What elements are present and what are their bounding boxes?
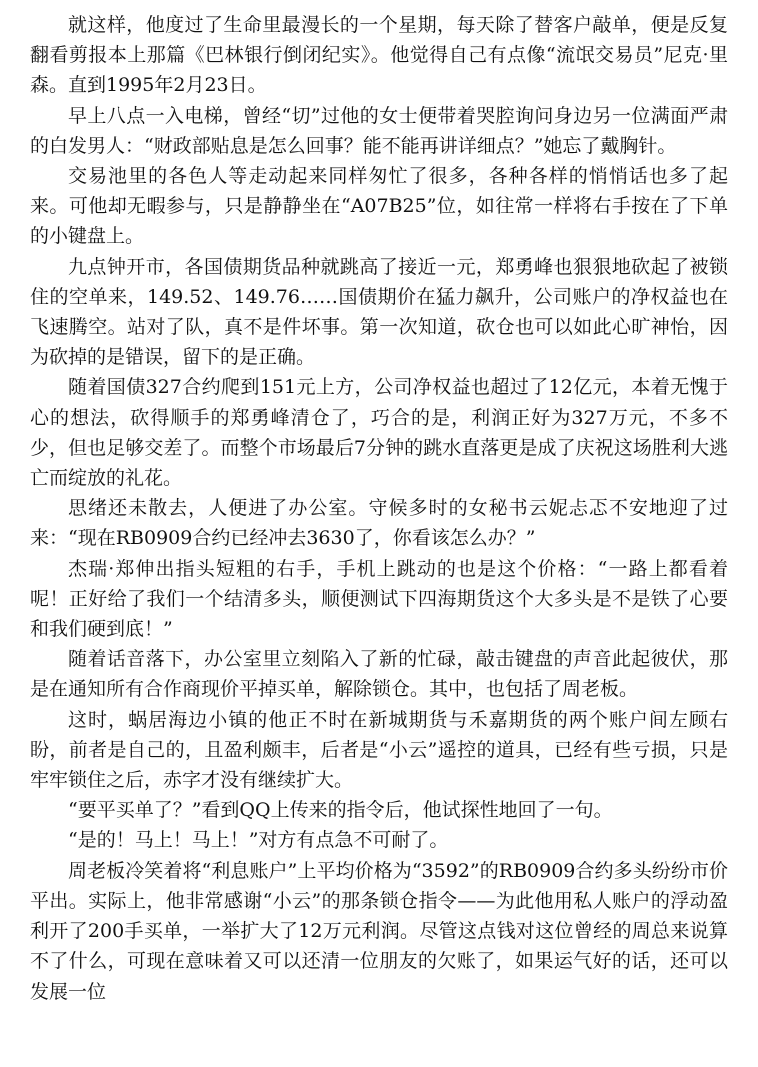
paragraph-4: 九点钟开市，各国债期货品种就跳高了接近一元，郑勇峰也狠狠地砍起了被锁住的空单来，149.52、149.76……国债期价在猛力飙升，公司账户的净权益也在飞速腾空。站对了队，真不是件坏事。第一次知道，砍仓也可以如此心旷神怡，因为砍掉的是错误，留下的是正确。 [30,255,728,369]
paragraph-11: “是的！马上！马上！”对方有点急不可耐了。 [68,829,449,852]
paragraph-10: “要平买单了？”看到QQ上传来的指令后，他试探性地回了一句。 [68,799,613,822]
paragraph-9: 这时，蜗居海边小镇的他正不时在新城期货与禾嘉期货的两个账户间左顾右盼，前者是自己的，且盈利颇丰，后者是“小云”遥控的道具，已经有些亏损，只是牢牢锁住之后，赤字才没有继续扩大。 [30,708,728,792]
paragraph-2: 早上八点一入电梯，曾经“切”过他的女士便带着哭腔询问身边另一位满面严肃的白发男人：“财政部贴息是怎么回事？能不能再讲详细点？”她忘了戴胸针。 [30,104,728,157]
paragraph-6: 思绪还未散去，人便进了办公室。守候多时的女秘书云妮忐忑不安地迎了过来：“现在RB0909合约已经冲去3630了，你看该怎么办？” [30,497,728,550]
paragraph-12: 周老板冷笑着将“利息账户”上平均价格为“3592”的RB0909合约多头纷纷市价平出。实际上，他非常感谢“小云”的那条锁仓指令——为此他用私人账户的浮动盈利开了200手买单，一举扩大了12万元利润。尽管这点钱对这位曾经的周总来说算不了什么，可现在意味着又可以还清一位朋友的欠账了，如果运气好的话，还可以发展一位 [30,859,728,1003]
paragraph-5: 随着国债327合约爬到151元上方，公司净权益也超过了12亿元，本着无愧于心的想法，砍得顺手的郑勇峰清仓了，巧合的是，利润正好为327万元，不多不少，但也足够交差了。而整个市场最后7分钟的跳水直落更是成了庆祝这场胜利大逃亡而绽放的礼花。 [30,376,728,490]
paragraph-1: 就这样，他度过了生命里最漫长的一个星期，每天除了替客户敲单，便是反复翻看剪报本上那篇《巴林银行倒闭纪实》。他觉得自己有点像“流氓交易员”尼克·里森。直到1995年2月23日。 [30,14,728,97]
paragraph-8: 随着话音落下，办公室里立刻陷入了新的忙碌，敲击键盘的声音此起彼伏，那是在通知所有合作商现价平掉买单，解除锁仓。其中，也包括了周老板。 [30,648,728,701]
paragraph-7: 杰瑞·郑伸出指头短粗的右手，手机上跳动的也是这个价格：“一路上都看着呢！正好给了我们一个结清多头，顺便测试下四海期货这个大多头是不是铁了心要和我们硬到底！” [30,557,728,641]
paragraph-3: 交易池里的各色人等走动起来同样匆忙了很多，各种各样的悄悄话也多了起来。可他却无暇参与，只是静静坐在“A07B25”位，如往常一样将右手按在了下单的小键盘上。 [30,165,728,248]
